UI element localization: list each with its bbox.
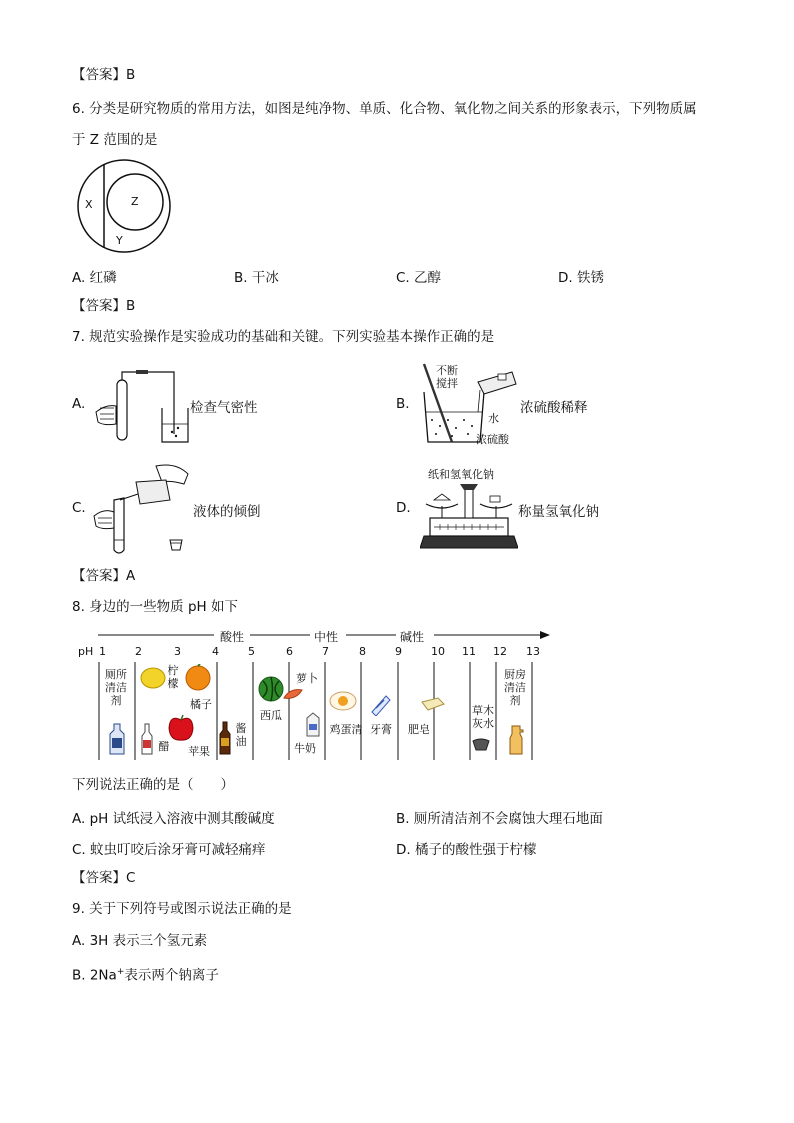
lemon-icon [140, 666, 166, 690]
airtightness-check-illustration [92, 364, 192, 444]
ph-tick-5: 5 [248, 645, 255, 658]
ph-axis-label: pH [78, 645, 94, 658]
q6-option-d: D. 铁锈 [558, 270, 604, 286]
ph-tick-3: 3 [174, 645, 181, 658]
toilet-cleaner-bottle-icon [108, 722, 126, 756]
watermelon-icon [258, 676, 284, 702]
diagram-z-label: Z [131, 195, 139, 208]
diagram-y-label: Y [116, 234, 123, 247]
vinegar-bottle-icon [140, 722, 154, 756]
ph-item-orange: 橘子 [190, 698, 212, 711]
ph-item-vinegar: 醋 [158, 740, 170, 753]
ph-tick-10: 10 [431, 645, 445, 658]
milk-carton-icon [304, 712, 322, 738]
ph-tick-13: 13 [526, 645, 540, 658]
bottle-stopper-icon [168, 538, 184, 552]
ph-tick-4: 4 [212, 645, 219, 658]
q6-option-a: A. 红磷 [72, 270, 117, 286]
q7-b-top-label: 不断 [436, 364, 458, 377]
q7-a-letter: A. [72, 396, 86, 412]
q7-d-top-label: 纸和氢氧化钠 [428, 468, 494, 481]
q7-b-water-label: 水 [488, 412, 499, 425]
q9-option-b-charge: + [116, 967, 125, 977]
soap-icon [420, 696, 446, 712]
orange-icon [184, 664, 212, 692]
toothpaste-icon [368, 692, 394, 716]
q7-answer: 【答案】A [72, 568, 136, 584]
q9-stem: 9. 关于下列符号或图示说法正确的是 [72, 901, 292, 917]
ph-item-egg-white: 鸡蛋清 [329, 723, 363, 736]
ph-item-watermelon: 西瓜 [260, 709, 282, 722]
ph-tick-2: 2 [135, 645, 142, 658]
ph-item-lemon: 柠檬 [167, 664, 179, 690]
q7-b-letter: B. [396, 396, 410, 412]
q7-a-caption: 检查气密性 [190, 400, 258, 416]
q9-option-b [72, 963, 219, 985]
q6-stem-line1: 6. 分类是研究物质的常用方法，如图是纯净物、单质、化合物、氧化物之间关系的形象表示，下列物质属 [72, 101, 697, 117]
ph-tick-1: 1 [99, 645, 106, 658]
ph-item-apple: 苹果 [188, 745, 210, 758]
ph-item-soap: 肥皂 [408, 723, 430, 736]
ph-tick-11: 11 [462, 645, 476, 658]
q8-stem: 8. 身边的一些物质 pH 如下 [72, 599, 238, 615]
ph-item-toothpaste: 牙膏 [370, 723, 392, 736]
ph-item-soy-sauce: 酱油 [235, 722, 247, 748]
q9-option-b-suffix: 表示两个钠离子 [124, 967, 219, 984]
q7-c-caption: 液体的倾倒 [193, 504, 261, 520]
ph-item-radish: 萝卜 [296, 672, 318, 685]
ph-tick-9: 9 [395, 645, 402, 658]
q8-answer: 【答案】C [72, 870, 136, 886]
ph-item-kitchen-cleaner: 厨房清洁剂 [504, 668, 526, 707]
q6-option-b: B. 干冰 [234, 270, 279, 286]
soy-sauce-bottle-icon [218, 720, 232, 756]
q5-answer: 【答案】B [72, 67, 136, 83]
q6-option-c: C. 乙醇 [396, 270, 442, 286]
q7-c-letter: C. [72, 500, 86, 516]
q9-option-b-prefix: B. 2Na [72, 967, 117, 984]
ph-neutral-label: 中性 [314, 630, 339, 644]
q6-answer: 【答案】B [72, 298, 136, 314]
q8-option-b: B. 厕所清洁剂不会腐蚀大理石地面 [396, 811, 603, 827]
ph-tick-6: 6 [286, 645, 293, 658]
ph-base-label: 碱性 [400, 630, 425, 644]
kitchen-cleaner-spray-icon [508, 724, 524, 756]
q7-b-acid-label: 浓硫酸 [476, 433, 509, 446]
egg-white-icon [328, 690, 358, 712]
ph-tick-8: 8 [359, 645, 366, 658]
ph-tick-12: 12 [493, 645, 507, 658]
q8-option-c: C. 蚊虫叮咬后涂牙膏可减轻痛痒 [72, 842, 266, 858]
balance-illustration [420, 476, 518, 550]
q7-stem: 7. 规范实验操作是实验成功的基础和关键。下列实验基本操作正确的是 [72, 329, 495, 345]
diagram-x-label: X [85, 198, 93, 211]
q9-option-a: A. 3H 表示三个氢元素 [72, 933, 208, 949]
ph-acid-label: 酸性 [220, 630, 245, 644]
radish-icon [282, 686, 304, 702]
ph-item-milk: 牛奶 [294, 742, 316, 755]
q7-b-caption: 浓硫酸稀释 [520, 400, 588, 416]
q8-option-a: A. pH 试纸浸入溶液中测其酸碱度 [72, 811, 275, 827]
q7-d-letter: D. [396, 500, 411, 516]
ph-tick-7: 7 [322, 645, 329, 658]
ph-item-toilet-cleaner: 厕所清洁剂 [105, 668, 127, 707]
ph-item-plant-ash-water: 草木灰水 [472, 704, 494, 730]
q8-option-d: D. 橘子的酸性强于柠檬 [396, 842, 537, 858]
q7-d-caption: 称量氢氧化钠 [518, 504, 599, 520]
apple-icon [166, 714, 196, 742]
q7-b-top-label2: 搅拌 [436, 377, 458, 390]
q6-stem-line2: 于 Z 范围的是 [72, 132, 158, 148]
ash-water-bowl-icon [472, 738, 490, 752]
q8-question: 下列说法正确的是（ ） [72, 777, 234, 793]
